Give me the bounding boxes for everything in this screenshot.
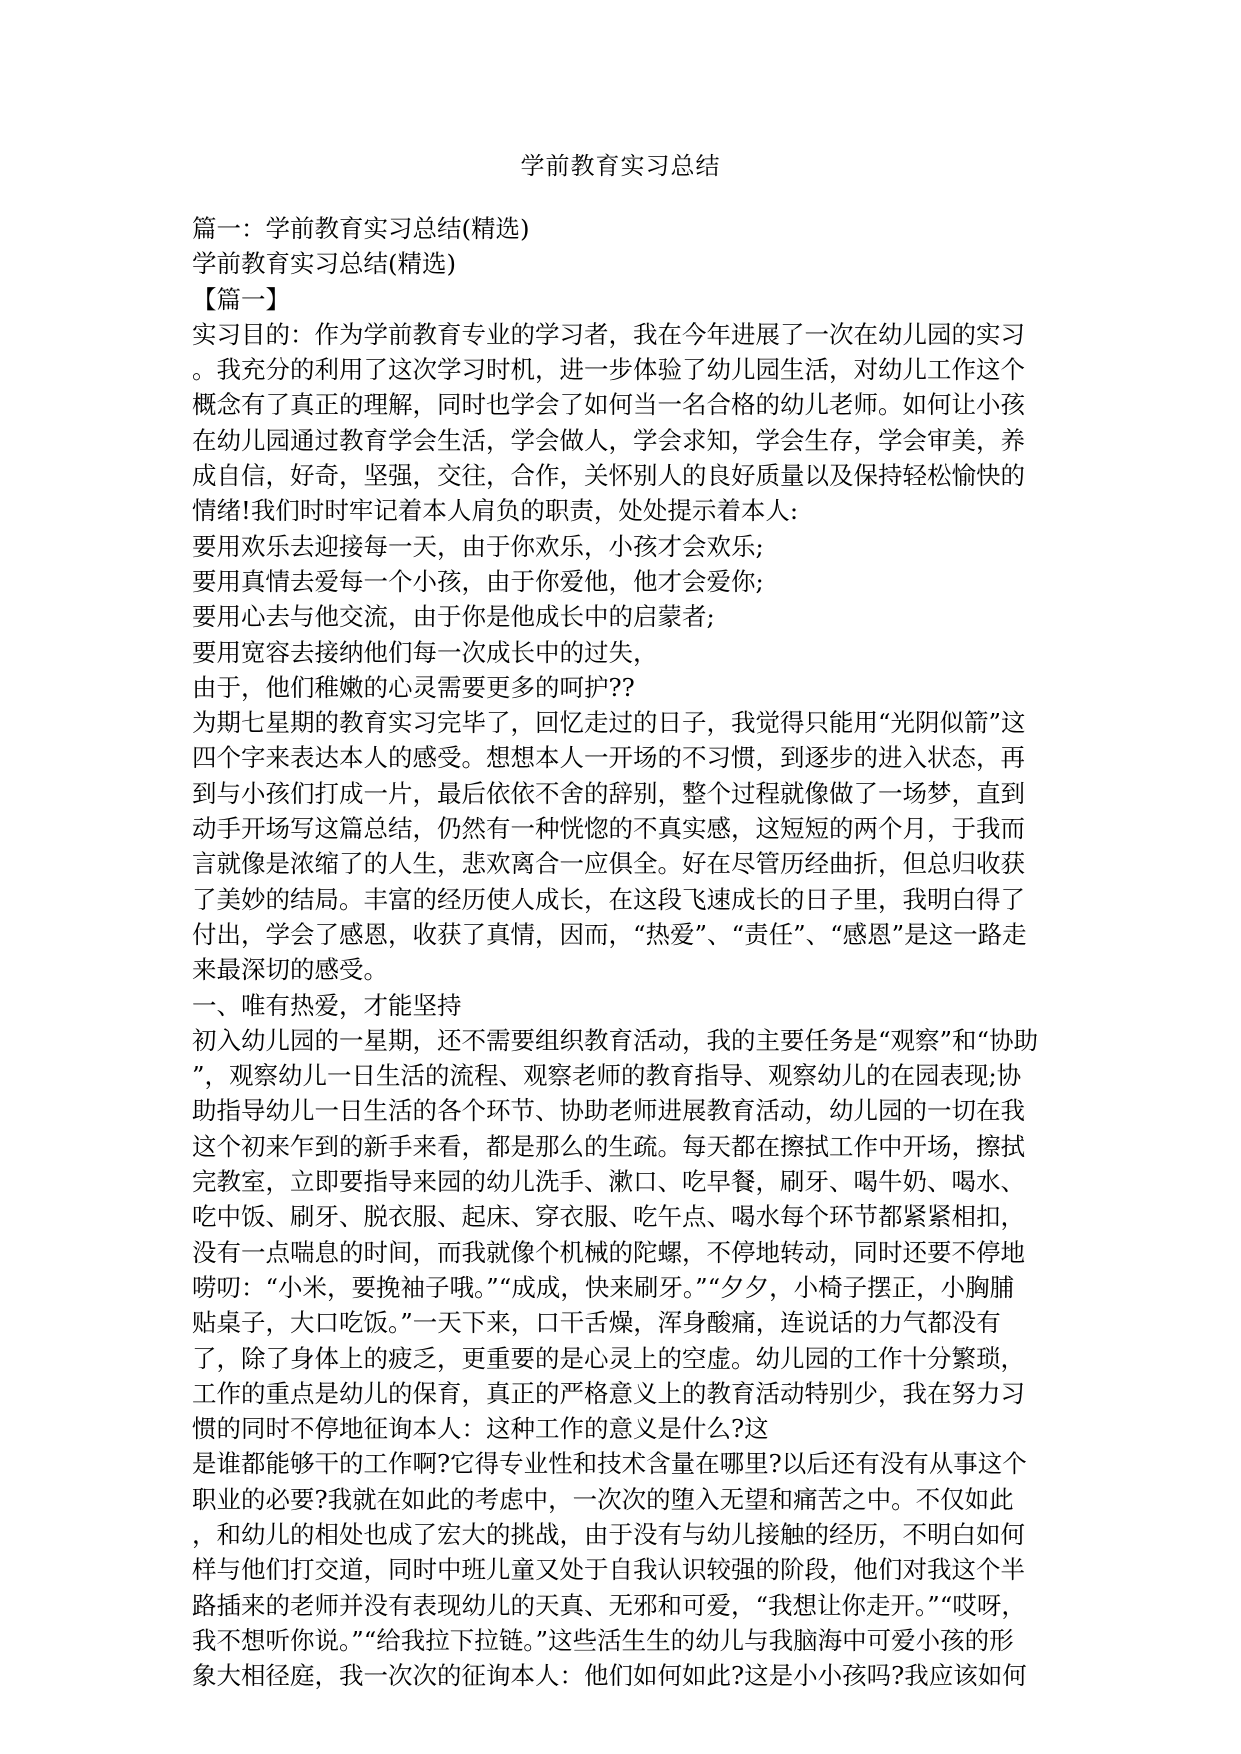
text-line: 为期七星期的教育实习完毕了，回忆走过的日子，我觉得只能用“光阴似箭”这 <box>192 708 1026 738</box>
text-line: 言就像是浓缩了的人生，悲欢离合一应俱全。好在尽管历经曲折，但总归收获 <box>192 849 1025 879</box>
text-line: 在幼儿园通过教育学会生活，学会做人，学会求知，学会生存，学会审美，养 <box>192 425 1025 455</box>
text-line: 动手开场写这篇总结，仍然有一种恍惚的不真实感，这短短的两个月，于我而 <box>192 814 1025 844</box>
text-line: 成自信，好奇，坚强，交往，合作，关怀别人的良好质量以及保持轻松愉快的 <box>192 461 1025 491</box>
text-line: 贴桌子，大口吃饭。”一天下来，口干舌燥，浑身酸痛，连说话的力气都没有 <box>192 1308 1001 1338</box>
text-line: 初入幼儿园的一星期，还不需要组织教育活动，我的主要任务是“观察”和“协助 <box>192 1025 1039 1055</box>
text-line: 惯的同时不停地征询本人：这种工作的意义是什么?这 <box>192 1414 769 1444</box>
text-line: 路插来的老师并没有表现幼儿的天真、无邪和可爱，“我想让你走开。”“哎呀， <box>192 1590 1026 1620</box>
text-line: 了，除了身体上的疲乏，更重要的是心灵上的空虚。幼儿园的工作十分繁琐， <box>192 1343 1025 1373</box>
text-line: 吃中饭、刷牙、脱衣服、起床、穿衣服、吃午点、喝水每个环节都紧紧相扣， <box>192 1202 1025 1232</box>
text-line: 唠叨：“小米，要挽袖子哦。”“成成，快来刷牙。”“夕夕，小椅子摆正，小胸脯 <box>192 1272 1015 1302</box>
text-line: 概念有了真正的理解，同时也学会了如何当一名合格的幼儿老师。如何让小孩 <box>192 390 1025 420</box>
text-line: 职业的必要?我就在如此的考虑中，一次次的堕入无望和痛苦之中。不仅如此 <box>192 1484 1014 1514</box>
document-body <box>192 211 1050 1693</box>
text-line: 篇一：学前教育实习总结(精选) <box>192 214 530 243</box>
document-title: 学前教育实习总结 <box>520 152 721 180</box>
text-line: 工作的重点是幼儿的保育，真正的严格意义上的教育活动特别少，我在努力习 <box>192 1378 1025 1408</box>
text-line: 我不想听你说。”“给我拉下拉链。”这些活生生的幼儿与我脑海中可爱小孩的形 <box>192 1625 1014 1655</box>
text-line: 。我充分的利用了这次学习时机，进一步体验了幼儿园生活，对幼儿工作这个 <box>192 355 1025 385</box>
text-line: 由于，他们稚嫩的心灵需要更多的呵护?? <box>192 672 635 702</box>
text-line: 要用欢乐去迎接每一天，由于你欢乐，小孩才会欢乐; <box>192 531 764 561</box>
text-line: 这个初来乍到的新手来看，都是那么的生疏。每天都在擦拭工作中开场，擦拭 <box>192 1131 1025 1161</box>
text-line: 【篇一】 <box>192 284 290 314</box>
text-line: ，和幼儿的相处也成了宏大的挑战，由于没有与幼儿接触的经历，不明白如何 <box>192 1519 1025 1549</box>
text-line: 没有一点喘息的时间，而我就像个机械的陀螺，不停地转动，同时还要不停地 <box>192 1237 1025 1267</box>
text-line: 象大相径庭，我一次次的征询本人：他们如何如此?这是小小孩吗?我应该如何 <box>192 1661 1027 1691</box>
text-line: 来最深切的感受。 <box>192 955 388 985</box>
text-line: 情绪!我们时时牢记着本人肩负的职责，处处提示着本人: <box>192 496 799 526</box>
text-line: 要用心去与他交流，由于你是他成长中的启蒙者; <box>192 602 715 632</box>
text-line: ”，观察幼儿一日生活的流程、观察老师的教育指导、观察幼儿的在园表现;协 <box>192 1061 1022 1091</box>
text-line: 要用宽容去接纳他们每一次成长中的过失， <box>192 637 658 667</box>
text-line: 助指导幼儿一日生活的各个环节、协助老师进展教育活动，幼儿园的一切在我 <box>192 1096 1025 1126</box>
text-line: 一、唯有热爱，才能坚持 <box>192 990 462 1020</box>
text-line: 了美妙的结局。丰富的经历使人成长，在这段飞速成长的日子里，我明白得了 <box>192 884 1025 914</box>
text-line: 要用真情去爱每一个小孩，由于你爱他，他才会爱你; <box>192 566 764 596</box>
text-line: 实习目的：作为学前教育专业的学习者，我在今年进展了一次在幼儿园的实习 <box>192 319 1025 349</box>
text-line: 样与他们打交道，同时中班儿童又处于自我认识较强的阶段，他们对我这个半 <box>192 1555 1025 1585</box>
text-line: 完教室，立即要指导来园的幼儿洗手、漱口、吃早餐，刷牙、喝牛奶、喝水、 <box>192 1167 1025 1197</box>
text-line: 学前教育实习总结(精选) <box>192 249 457 279</box>
text-line: 是谁都能够干的工作啊?它得专业性和技术含量在哪里?以后还有没有从事这个 <box>192 1449 1027 1479</box>
text-line: 付出，学会了感恩，收获了真情，因而，“热爱”、“责任”、“感恩”是这一路走 <box>192 919 1027 949</box>
text-line: 四个字来表达本人的感受。想想本人一开场的不习惯，到逐步的进入状态，再 <box>192 743 1025 773</box>
text-line: 到与小孩们打成一片，最后依依不舍的辞别，整个过程就像做了一场梦，直到 <box>192 778 1025 808</box>
